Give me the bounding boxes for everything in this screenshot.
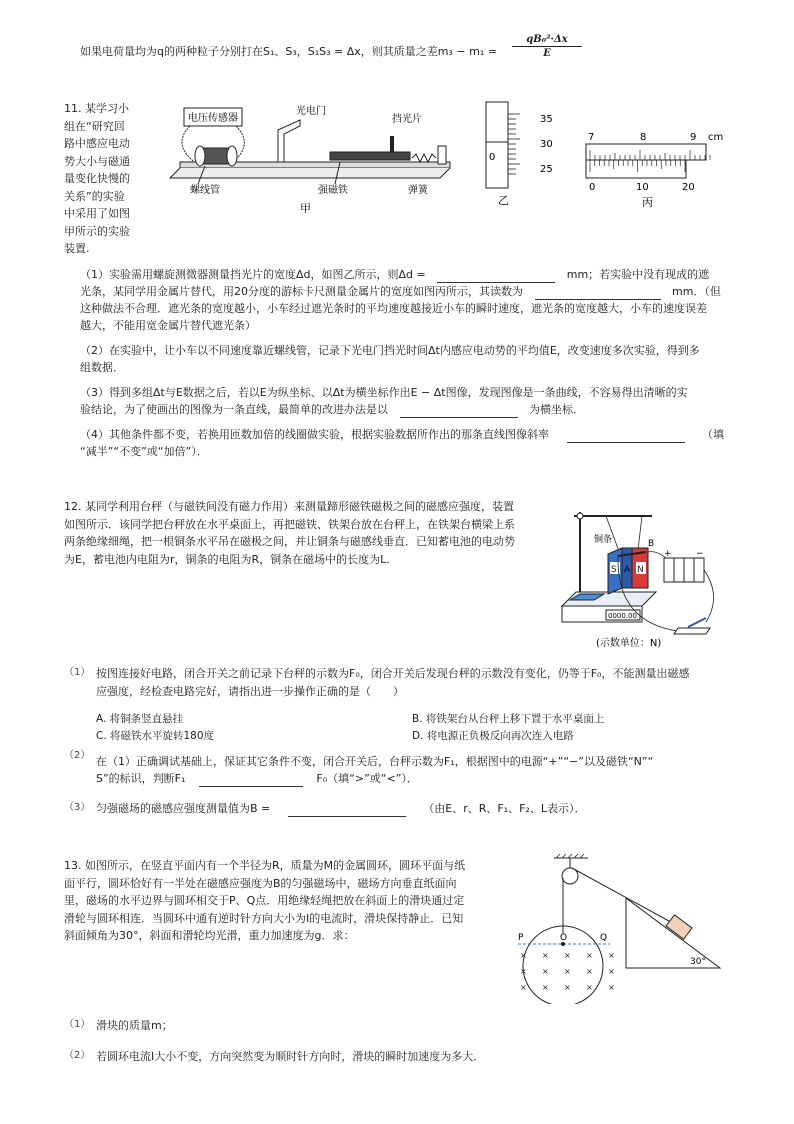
q12-sub2-line2: S”的标识，判断F₁ F₀（填“>”或“<”）． <box>96 772 418 785</box>
point-b-label: B <box>648 539 655 549</box>
q11-part2: （2）在实验中，让小车以不同速度靠近螺线管，记录下光电门挡光时间Δt内感应电动势的平均值E，改变速度多次实验，得到多 <box>80 344 700 357</box>
figure-yi-caption: 乙 <box>498 194 509 207</box>
magnetic-field-cross: × <box>564 983 571 992</box>
bing-bottom-tick: 10 <box>636 182 649 193</box>
incline-angle: 30° <box>690 957 706 967</box>
yi-tick: 30 <box>540 139 553 150</box>
q13-stem <box>64 857 504 945</box>
label-spring: 弹簧 <box>408 185 428 196</box>
q13-stem-line: 面平行，圆环恰好有一半处在磁感应强度为B的匀强磁场中，磁场方向垂直纸面向 <box>64 876 457 890</box>
q12-sub3: 匀强磁场的磁感应强度测量值为B = （由E、r、R、F₁、F₂、L表示）． <box>96 802 586 815</box>
magnetic-field-cross: × <box>586 967 593 976</box>
point-o-label: O <box>560 933 568 943</box>
magnetic-field-cross: × <box>608 951 615 960</box>
figure-q13 <box>508 854 730 1004</box>
option-c[interactable]: C. 将磁铁水平旋转180度 <box>96 730 215 742</box>
q12-stem-line: 如图所示．该同学把台秤放在水平桌面上，再把磁铁、铁架台放在台秤上，在铁架台横梁上系 <box>64 517 515 531</box>
point-a-label: A <box>624 565 631 575</box>
mass-difference-formula <box>512 34 582 59</box>
figure-jia <box>150 100 460 220</box>
magnetic-field-cross: × <box>542 967 549 976</box>
bing-bottom-tick: 20 <box>682 182 695 193</box>
bing-bottom-tick: 0 <box>589 182 596 193</box>
q11-stem-line: 关系”的实验 <box>64 189 125 203</box>
q11-stem-line: 11. 某学习小 <box>64 102 129 115</box>
q13-sub1: 滑块的质量m； <box>96 1019 173 1032</box>
q13-sub2-number: （2） <box>64 1050 91 1061</box>
magnetic-field-cross: × <box>586 951 593 960</box>
figure-yi <box>476 100 561 210</box>
yi-zero: 0 <box>489 152 496 163</box>
label-coil: 螺线管 <box>190 185 220 196</box>
q12-sub1-number: （1） <box>64 667 91 678</box>
q13-sub1-number: （1） <box>64 1019 91 1030</box>
q13-sub2: 若圆环电流I大小不变，方向突然变为顺时针方向时，滑块的瞬时加速度为多大． <box>96 1050 485 1063</box>
battery-minus: − <box>696 549 704 559</box>
q11-stem-line: 甲所示的实验 <box>64 224 130 238</box>
magnetic-field-cross: × <box>520 967 527 976</box>
label-magnet: 强磁铁 <box>318 185 348 196</box>
bing-unit: cm <box>708 132 724 143</box>
q11-part1-line4: 越大，不能用宽金属片替代遮光条） <box>80 319 256 332</box>
yi-tick: 35 <box>540 114 553 125</box>
magnetic-field-cross: × <box>586 983 593 992</box>
magnetic-field-cross: × <box>542 983 549 992</box>
q11-part4-line2: “减半”“不变”或“加倍”）． <box>80 445 208 458</box>
figure-q12-caption: (示数单位：N) <box>596 638 662 649</box>
figure-q12 <box>556 506 726 656</box>
bing-top-tick: 9 <box>690 132 697 143</box>
magnetic-field-cross: × <box>564 967 571 976</box>
q11-stem-line: 路中感应电动 <box>64 137 130 150</box>
q12-sub3-number: （3） <box>64 802 91 813</box>
magnet-s-label: S <box>611 565 617 575</box>
scale-display: 0000.00 <box>608 612 637 620</box>
figure-bing <box>580 130 730 210</box>
battery-plus: + <box>664 549 672 559</box>
formula-numerator: qB₀²·Δx <box>512 34 582 47</box>
magnetic-field-cross: × <box>542 951 549 960</box>
top-line <box>80 44 560 60</box>
q11-stem-line: 量变化快慢的 <box>64 172 130 185</box>
q11-stem-line: 中采用了如图 <box>64 207 130 220</box>
bing-top-tick: 7 <box>588 132 595 143</box>
answer-blank[interactable] <box>288 816 406 817</box>
magnetic-field-cross: × <box>564 951 571 960</box>
yi-tick: 25 <box>540 164 553 175</box>
bing-top-tick: 8 <box>640 132 647 143</box>
q11-part1-line3: 这种做法不合理．遮光条的宽度越小，小车经过遮光条时的平均速度越接近小车的瞬时速度，遮光条的宽度越大，小车的速度误差 <box>80 302 707 315</box>
formula-denominator: E <box>543 48 551 59</box>
answer-blank[interactable] <box>199 786 303 787</box>
q12-sub2: 在（1）正确调试基础上，保证其它条件不变，闭合开关后，台秤示数为F₁，根据图中的电源“+”“−”以及磁铁“N”“ <box>96 755 654 768</box>
q13-stem-line: 斜面倾角为30°，斜面和滑轮均光滑，重力加速度为g．求： <box>64 929 355 942</box>
q12-stem <box>64 498 554 568</box>
label-photogate: 光电门 <box>296 106 326 117</box>
label-voltage-sensor: 电压传感器 <box>188 113 238 124</box>
q11-part1-line2: 光条，某同学用金属片替代，用20分度的游标卡尺测量金属片的宽度如图丙所示，其读数为 mm．（但 <box>80 285 721 298</box>
q12-sub2-number: （2） <box>64 750 91 761</box>
point-p-label: P <box>518 933 524 943</box>
q13-stem-line: 滑轮与圆环相连．当圆环中通有逆时针方向大小为I的电流时，滑块保持静止．已知 <box>64 911 464 925</box>
q11-stem <box>64 100 144 258</box>
magnetic-field-cross: × <box>608 983 615 992</box>
q11-part1: （1）实验需用螺旋测微器测量挡光片的宽度Δd，如图乙所示，则Δd = mm；若实验中没有现成的遮 <box>80 268 710 281</box>
q13-stem-line: 13. 如图所示，在竖直平面内有一个半径为R，质量为M的金属圆环，圆环平面与纸 <box>64 859 466 872</box>
magnet-n-label: N <box>637 565 644 575</box>
q12-sub1: 按图连接好电路，闭合开关之前记录下台秤的示数为F₀，闭合开关后发现台秤的示数没有变化，仍等于F₀，不能测量出磁感 <box>96 667 690 680</box>
q11-stem-line: 装置. <box>64 242 90 255</box>
answer-blank[interactable] <box>400 417 518 418</box>
q11-part4: （4）其他条件都不变，若换用匝数加倍的线圈做实验，根据实验数据所作出的那条直线图像斜率 （填 <box>80 428 724 441</box>
q12-stem-line: 为E，蓄电池内电阻为r，铜条的电阻为R，铜条在磁场中的长度为L. <box>64 552 390 566</box>
option-d[interactable]: D. 将电源正负极反向再次连入电路 <box>412 730 574 742</box>
magnetic-field-cross: × <box>608 967 615 976</box>
magnetic-field-cross: × <box>520 983 527 992</box>
label-shade: 挡光片 <box>392 114 422 125</box>
copper-label: 铜条 <box>594 535 613 545</box>
top-line-text: 如果电荷量均为q的两种粒子分别打在S₁、S₃，S₁S₃ = Δx，则其质量之差m₃ − m₁ = <box>80 45 497 58</box>
option-b[interactable]: B. 将铁架台从台秤上移下置于水平桌面上 <box>412 713 605 725</box>
q11-part2-line2: 组数据． <box>80 361 124 374</box>
q12-sub1-line2: 应强度，经检查电路完好，请指出进一步操作正确的是（ ） <box>96 685 404 698</box>
point-q-label: Q <box>600 933 608 943</box>
q11-stem-line: 势大小与磁通 <box>64 154 130 168</box>
q12-stem-line: 12. 某同学利用台秤（与磁铁间没有磁力作用）来测量蹄形磁铁磁极之间的磁感应强度，装置 <box>64 500 514 513</box>
q11-part3: （3）得到多组Δt与E数据之后，若以E为纵坐标、以Δt为横坐标作出E − Δt图像，发现图像是一条曲线，不容易得出清晰的实 <box>80 386 688 399</box>
q13-stem-line: 里，磁场的水平边界与圆环相交于P、Q点．用绝缘轻绳把放在斜面上的滑块通过定 <box>64 894 465 907</box>
q11-stem-line: 组在“研究回 <box>64 119 125 133</box>
option-a[interactable]: A. 将铜条竖直悬挂 <box>96 713 184 725</box>
figure-jia-caption: 甲 <box>300 202 311 215</box>
magnetic-field-cross: × <box>520 951 527 960</box>
q11-part3-line2: 验结论，为了使画出的图像为一条直线，最简单的改进办法是以 为横坐标． <box>80 403 584 416</box>
q12-stem-line: 两条绝缘细绳，把一根铜条水平吊在磁极之间，并让铜条与磁感线垂直．已知蓄电池的电动势 <box>64 535 515 548</box>
figure-bing-caption: 丙 <box>642 196 653 209</box>
